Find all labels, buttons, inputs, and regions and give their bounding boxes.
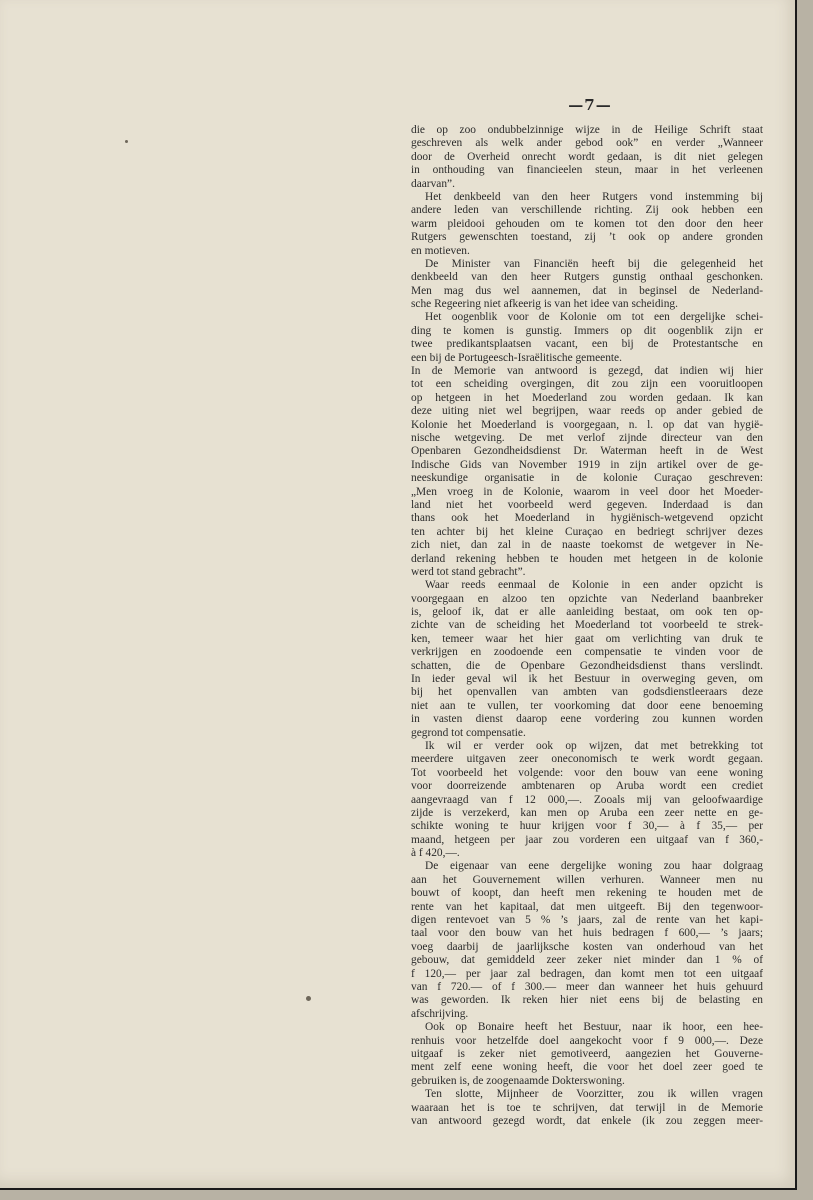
scan-backdrop-right [797,0,813,1200]
text-line: thans ook het Moederland in hygiënisch-wetgevend opzicht [411,512,763,525]
text-line: zichte van de scheiding het Moederland tot voorbeeld te strek- [411,619,763,632]
text-line: door de Overheid onrecht wordt gedaan, is dit niet gelegen [411,150,763,163]
text-line: aan het Gouvernement willen verhuren. Wanneer men nu [411,873,763,886]
text-line: Tot voorbeeld het volgende: voor den bouw van eene woning [411,766,763,779]
text-line: taal voor den bouw van het huis bedragen f 600,— ’s jaars; [411,927,763,940]
text-line: op hetgeen in het Moederland zou worden gedaan. Ik kan [411,391,763,404]
text-line: daarvan”. [411,177,455,190]
text-line: nische wetgeving. De met verlof zijnde directeur van den [411,431,763,444]
text-line: schatten, die de Openbare Gezondheidsdienst thans verslindt. [411,659,763,672]
text-line: in onthouding van financieelen steun, maar in het verleenen [411,164,763,177]
text-line: in vasten dienst daarop eene vordering zou kunnen worden [411,713,763,726]
text-line: van f 720.— of f 300.— meer dan wanneer het huis gehuurd [411,981,763,993]
text-line: afschrijving. [411,1007,469,1020]
text-line: en motieven. [411,244,470,257]
text-line: gegrond tot compensatie. [411,726,526,739]
text-line: die op zoo ondubbelzinnige wijze in de Heilige Schrift staat [411,124,763,136]
text-line: deze uiting niet wel begrijpen, waar reeds op ander gebied de [411,405,763,418]
paper-speck [306,996,311,1001]
text-line: een bij de Portugeesch-Israëlitische gemeente. [411,351,622,364]
text-line: ten achter bij het kleine Curaçao en bedriegt schrijver dezes [411,525,763,538]
text-line: zich niet, dan zal in de naaste toekomst de wetgever in Ne- [411,539,763,552]
page-number: —7— [568,96,612,114]
text-line: De eigenaar van eene dergelijke woning zou haar dolgraag [425,860,763,873]
text-line: was geworden. Ik reken hier niet eens bij de belasting en [411,994,763,1007]
text-line: twee predikantsplaatsen vacant, een bij de Protestantsche en [411,338,763,351]
text-line: sche Regeering niet afkeerig is van het idee van scheiding. [411,298,678,311]
text-line: De Minister van Financiën heeft bij die gelegenheid het [425,257,763,270]
scan-backdrop-bottom [0,1190,813,1200]
text-line: Het oogenblik voor de Kolonie om tot een dergelijke schei- [425,311,763,324]
text-line: „Men vroeg in de Kolonie, waarom in veel door het Moeder- [411,485,763,498]
text-line: aangevraagd van f 12 000,—. Zooals mij van geloofwaardige [411,793,763,806]
text-line: In ieder geval wil ik het Bestuur in overweging geven, om [411,673,763,686]
text-line: tot een scheiding overgingen, dit zou zijn een vooruitloopen [411,378,763,391]
text-line: niet aan te vullen, ter voorkoming dat door eene benoeming [411,699,763,712]
text-column [411,124,763,1128]
text-line: geschreven als welk ander gebod ook” en verder „Wanneer [411,137,763,150]
text-line: meerdere uitgaven zeer oneconomisch te werk wordt gegaan. [411,753,763,766]
text-line: voor doorreizende ambtenaren op Aruba wordt een crediet [411,780,763,793]
text-line: is, geloof ik, dat er alle aanleiding bestaat, om ook ten op- [411,606,763,619]
text-line: ding te komen is gunstig. Immers op dit oogenblik zijn er [411,324,763,337]
text-line: Ik wil er verder ook op wijzen, dat met betrekking tot [425,739,763,752]
text-line: f 120,— per jaar zal bedragen, dan komt men tot een uitgaaf [411,967,763,980]
text-line: van antwoord gezegd wordt, dat enkele (ik zou zeggen meer- [411,1114,763,1127]
text-line: neeskundige organisatie in de kolonie Curaçao geschreven: [411,472,763,485]
text-line: bouwt of koopt, dan heeft men rekening te houden met de [411,887,763,900]
text-line: renhuis voor hetzelfde doel aangekocht voor f 9 000,—. Deze [411,1034,763,1047]
text-line: digen rentevoet van 5 % ’s jaars, zal de rente van het kapi- [411,914,763,927]
text-line: maand, hetgeen per jaar zou vorderen een uitgaaf van f 360,- [411,833,763,846]
text-line: Men mag dus wel aannemen, dat in beginsel de Nederland- [411,284,763,297]
text-line: schikte woning te huur krijgen voor f 30,— à f 35,— per [411,820,763,833]
text-line: Kolonie het Moederland is voorgegaan, n. l. op dat van hygië- [411,418,763,431]
text-line: voorgegaan en alzoo ten opzichte van Nederland baanbreker [411,592,763,605]
text-line: Ook op Bonaire heeft het Bestuur, naar ik hoor, een hee- [425,1021,763,1034]
text-line: gebouw, dat gemiddeld zeer zeker niet minder dan 1 % of [411,954,763,967]
text-line: voeg daarbij de jaarlijksche kosten van onderhoud van het [411,940,763,953]
text-line: denkbeeld van den heer Rutgers gunstig onthaal geschonken. [411,271,763,284]
text-line: andere leden van verschillende richting. Zij ook hebben een [411,204,763,217]
text-line: derland rekening hebben te houden met hetgeen in de kolonie [411,552,763,565]
text-line: warm pleidooi gehouden om te komen tot den door den heer [411,217,763,230]
text-line: bij het openvallen van ambten van godsdienstleeraars deze [411,686,763,699]
text-line: Het denkbeeld van den heer Rutgers vond instemming bij [425,190,763,203]
text-line: werd tot stand gebracht”. [411,565,526,578]
text-line: Ten slotte, Mijnheer de Voorzitter, zou ik willen vragen [425,1088,763,1101]
text-line: Waar reeds eenmaal de Kolonie in een ander opzicht is [425,579,763,592]
text-line: ment zelf eene woning heeft, die voor het doel zeer goed te [411,1061,763,1074]
text-line: uitgaaf is zeker niet gemotiveerd, aangezien het Gouverne- [411,1047,763,1060]
paper-speck [125,140,128,143]
text-line: à f 420,—. [411,847,460,860]
text-line: Rutgers gewenschten toestand, zij ’t ook op andere gronden [411,231,763,244]
text-line: land niet het voorbeeld werd gegeven. Inderdaad is dan [411,498,763,511]
text-line: rente van het kapitaal, dat men uitgeeft. Bij den tegenwoor- [411,900,763,913]
text-line: ken, temeer waar het hier gaat om verlichting van druk te [411,632,763,645]
text-line: waaraan het is toe te schrijven, dat terwijl in de Memorie [411,1101,763,1114]
text-line: gebruiken is, de zoogenaamde Dokterswoning. [411,1074,625,1087]
text-line: verkrijgen en zoodoende een compensatie te vinden voor de [411,646,763,659]
text-line: Openbaren Gezondheidsdienst Dr. Waterman heeft in de West [411,445,763,458]
text-line: Indische Gids van November 1919 in zijn artikel over de ge- [411,458,763,471]
text-line: zijde is verzekerd, kan men op Aruba een zeer nette en ge- [411,806,763,819]
text-line: In de Memorie van antwoord is gezegd, dat indien wij hier [411,365,763,378]
